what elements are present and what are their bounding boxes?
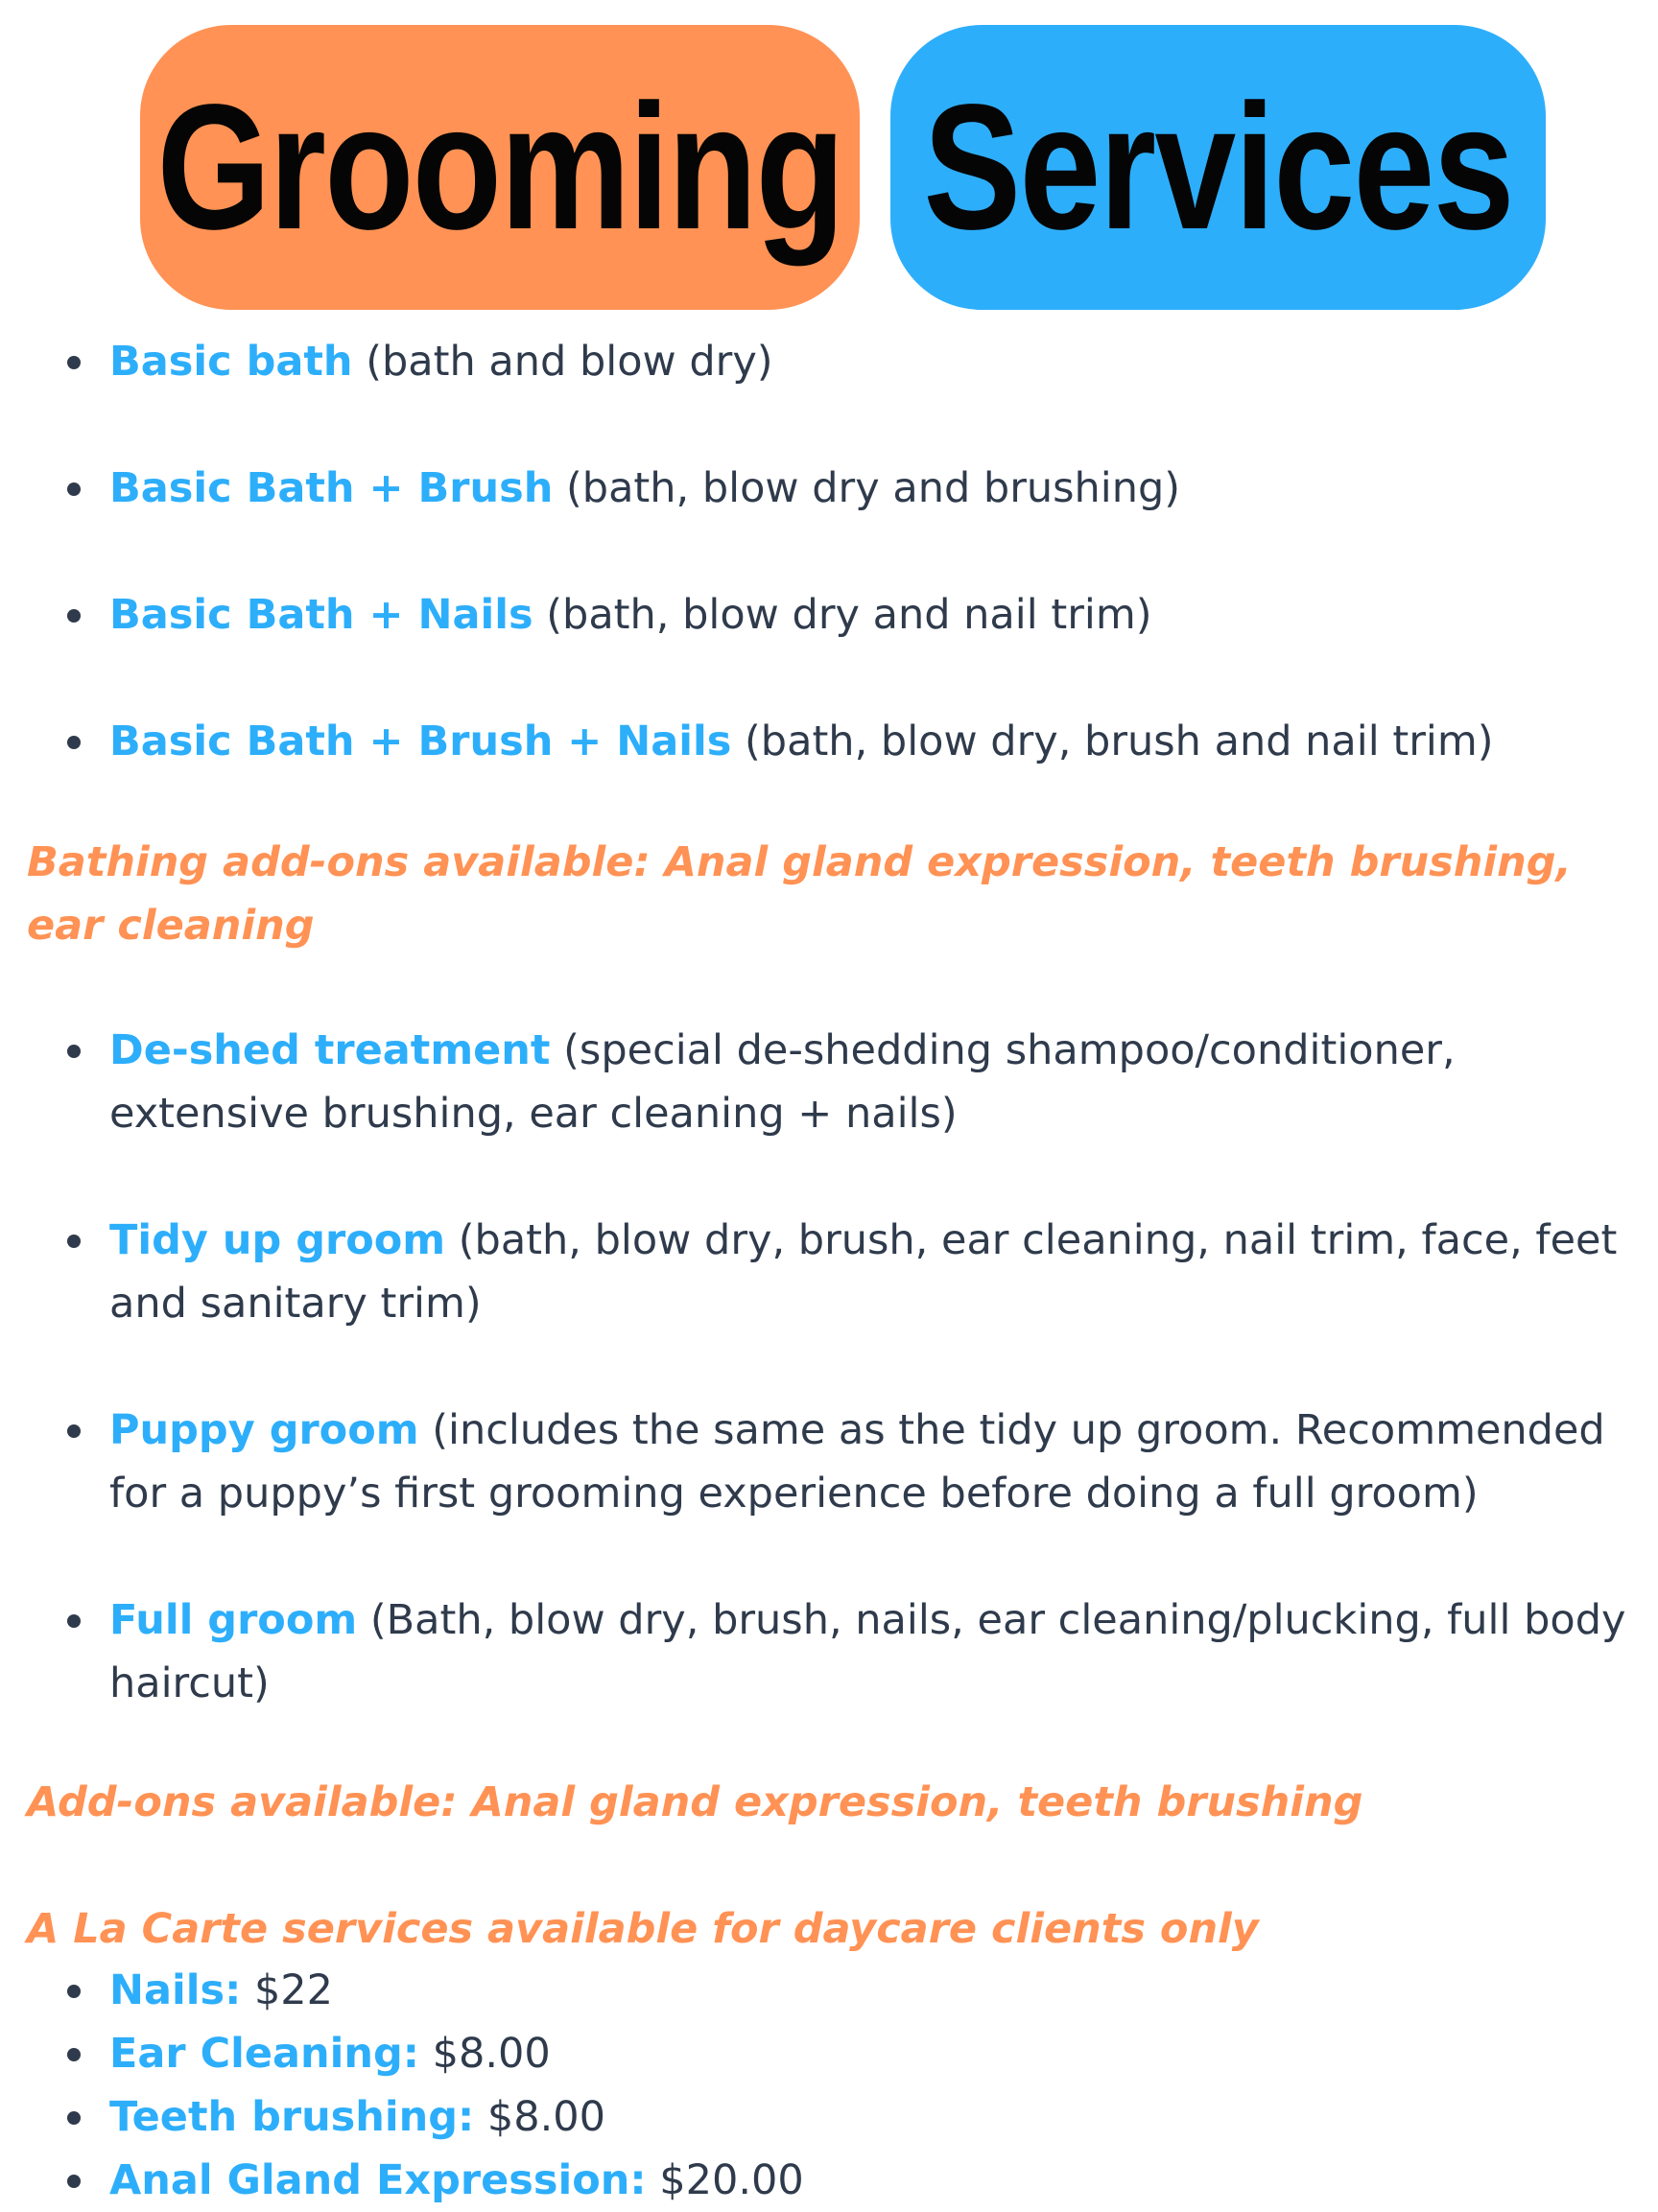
list-item	[65, 710, 1639, 773]
service-price: $8.00	[432, 2030, 551, 2078]
list-item	[65, 1588, 1639, 1715]
grooming-title: Grooming	[156, 67, 843, 267]
service-description: (includes the same as the tidy up groom. Recommended for a puppy’s first grooming experience before doing a full groom)	[109, 1406, 1605, 1518]
service-name: Teeth brushing:	[109, 2093, 475, 2141]
list-item	[65, 2149, 1639, 2212]
service-name: Full groom	[109, 1596, 358, 1644]
groom-services-list	[65, 1019, 1639, 1715]
service-description: (bath, blow dry and brushing)	[566, 464, 1181, 512]
service-name: Nails:	[109, 1966, 242, 2014]
service-name: Basic Bath + Brush + Nails	[109, 718, 732, 765]
groom-addons-note: Add-ons available: Anal gland expression, teeth brushing	[27, 1778, 1363, 1826]
a-la-carte-heading: A La Carte services available for daycare clients only	[27, 1905, 1259, 1953]
service-description: (bath and blow dry)	[366, 338, 773, 386]
service-description: (bath, blow dry, brush, ear cleaning, nail trim, face, feet and sanitary trim)	[109, 1216, 1618, 1328]
service-description: (Bath, blow dry, brush, nails, ear cleaning/plucking, full body haircut)	[109, 1596, 1626, 1707]
service-description: (special de-shedding shampoo/conditioner, extensive brushing, ear cleaning + nails)	[109, 1026, 1456, 1138]
service-description: (bath, blow dry and nail trim)	[546, 591, 1152, 639]
bathing-addons-note: Bathing add-ons available: Anal gland expression, teeth brushing, ear cleaning	[27, 838, 1572, 950]
service-name: Basic Bath + Nails	[109, 591, 533, 639]
grooming-title-pill	[140, 25, 860, 310]
bath-services-list	[65, 330, 1639, 773]
a-la-carte-list	[65, 1959, 1639, 2212]
list-item	[65, 2022, 1639, 2085]
service-name: Basic bath	[109, 338, 353, 386]
list-item	[65, 457, 1639, 520]
list-item	[65, 1959, 1639, 2022]
services-title-pill	[890, 25, 1546, 310]
service-name: De-shed treatment	[109, 1026, 551, 1074]
list-item	[65, 583, 1639, 647]
service-description: (bath, blow dry, brush and nail trim)	[745, 718, 1494, 765]
service-price: $22	[253, 1966, 334, 2014]
list-item	[65, 1019, 1639, 1145]
services-title: Services	[923, 67, 1513, 267]
list-item	[65, 1209, 1639, 1335]
service-price: $8.00	[486, 2093, 605, 2141]
service-name: Basic Bath + Brush	[109, 464, 554, 512]
list-item	[65, 330, 1639, 393]
list-item	[65, 2085, 1639, 2149]
service-name: Ear Cleaning:	[109, 2030, 419, 2078]
service-name: Tidy up groom	[109, 1216, 446, 1264]
list-item	[65, 1399, 1639, 1525]
service-name: Puppy groom	[109, 1406, 419, 1454]
service-name: Anal Gland Expression:	[109, 2156, 647, 2204]
service-price: $20.00	[659, 2156, 804, 2204]
